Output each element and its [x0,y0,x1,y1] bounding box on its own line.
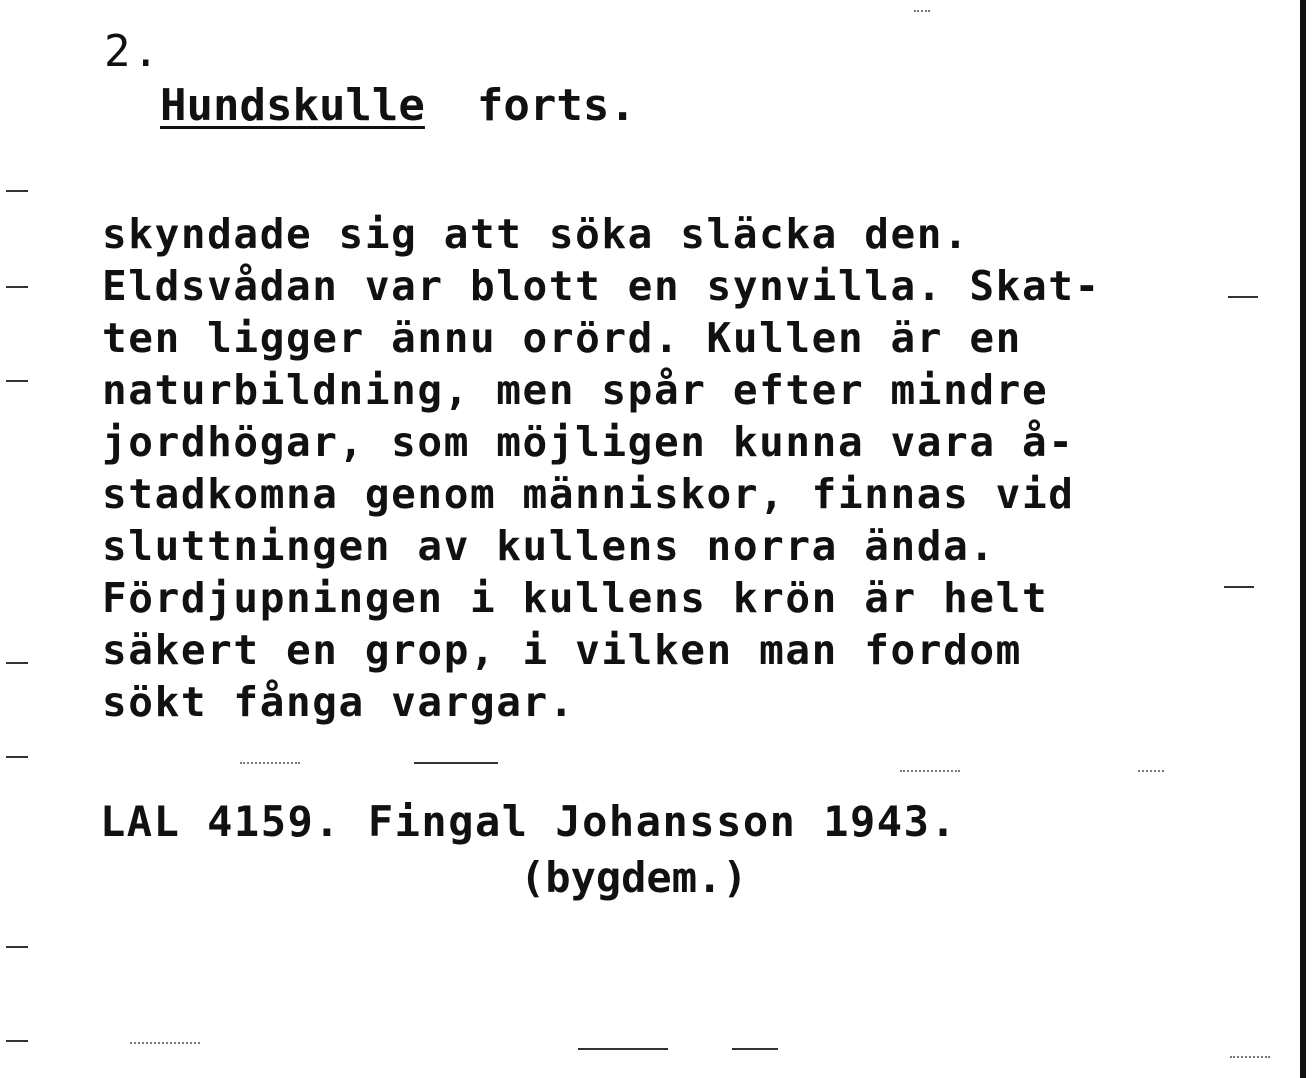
scan-dots [130,1042,200,1044]
page-number: 2. [104,26,161,77]
body-line: skyndade sig att söka släcka den. [102,210,970,258]
margin-mark [6,1040,28,1042]
scan-dots [1230,1056,1270,1058]
source-reference: LAL 4159. Fingal Johansson 1943. [100,797,958,846]
margin-mark [6,190,28,192]
scan-dots [240,762,300,764]
place-name: Hundskulle [160,80,425,131]
entry-body [102,208,1101,728]
margin-mark [6,380,28,382]
body-line: stadkomna genom människor, finnas vid [102,470,1075,518]
margin-mark [414,762,498,764]
margin-mark [6,286,28,288]
body-line: jordhögar, som möjligen kunna vara å- [102,418,1075,466]
margin-mark [6,756,28,758]
body-line: naturbildning, men spår efter mindre [102,366,1049,414]
margin-mark [6,662,28,664]
body-line: sluttningen av kullens norra ända. [102,522,996,570]
scan-dots [1138,770,1164,772]
margin-mark [732,1048,778,1050]
source-note: (bygdem.) [520,853,748,902]
card-edge-line [1300,0,1306,1078]
margin-mark [6,946,28,948]
body-line: Eldsvådan var blott en synvilla. Skat- [102,262,1101,310]
scan-dots [900,770,960,772]
margin-mark [1224,586,1254,588]
body-line: ten ligger ännu orörd. Kullen är en [102,314,1022,362]
continued-marker: forts. [476,80,636,131]
body-line: säkert en grop, i vilken man fordom [102,626,1022,674]
entry-heading [160,80,636,132]
margin-mark [578,1048,668,1050]
scan-dots [914,10,930,12]
body-line: Fördjupningen i kullens krön är helt [102,574,1049,622]
margin-mark [1228,296,1258,298]
body-line: sökt fånga vargar. [102,678,576,726]
